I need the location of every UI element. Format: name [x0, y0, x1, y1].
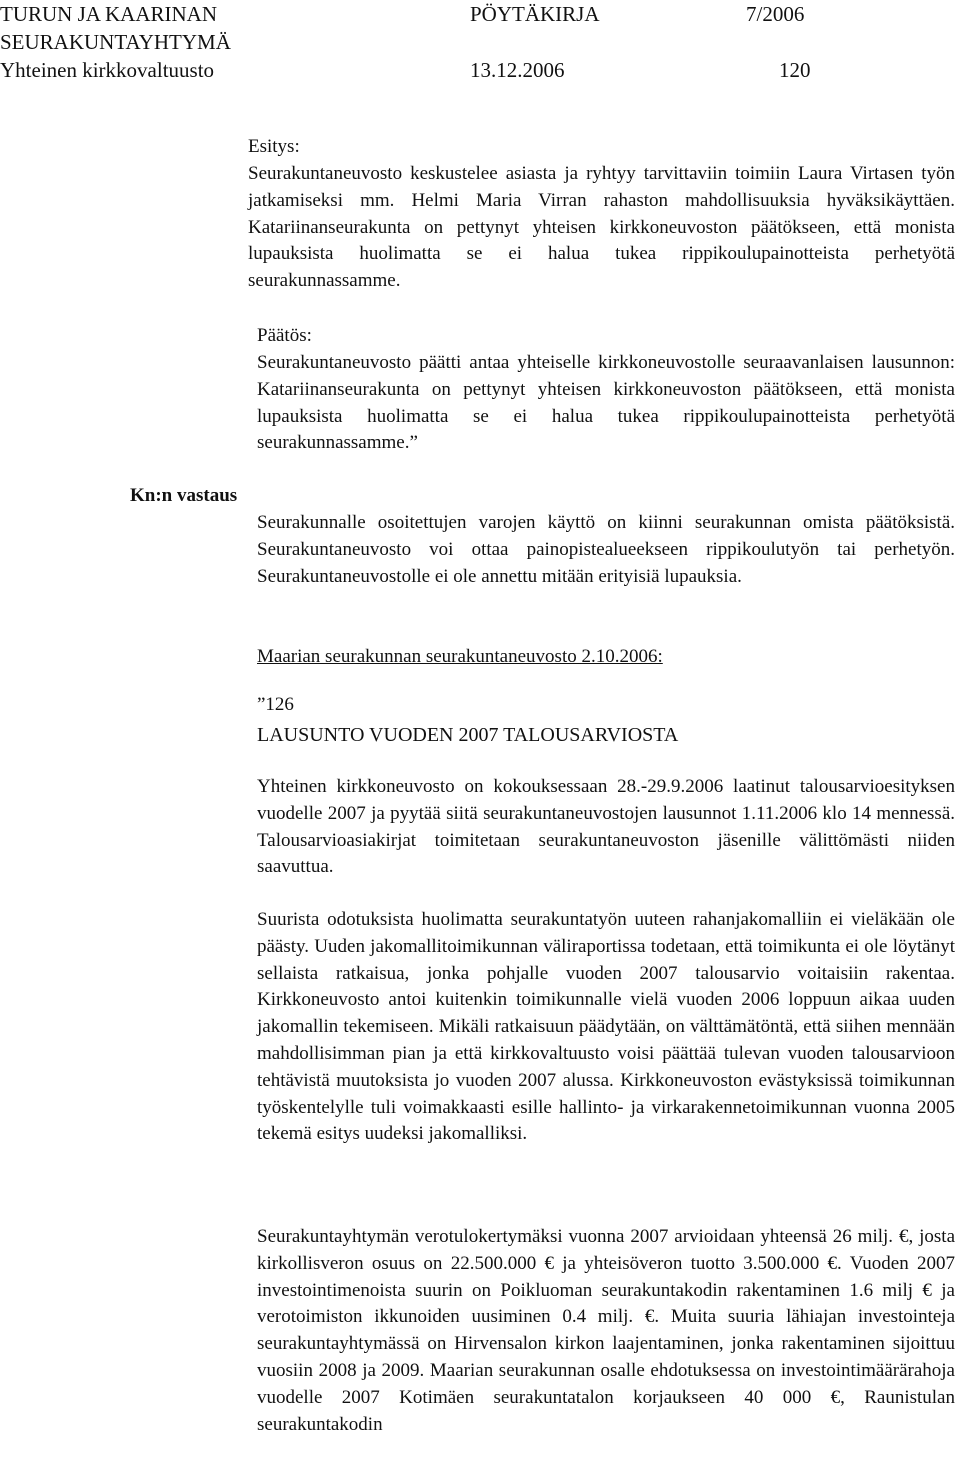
paatos-label: Päätös: — [257, 325, 312, 346]
maaria-heading: Maarian seurakunnan seurakuntaneuvosto 2.10.2006: — [257, 646, 663, 667]
org-name-line1: TURUN JA KAARINAN — [0, 2, 218, 26]
vastaus-text: Seurakunnalle osoitettujen varojen käyttö on kiinni seurakunnan omista päätöksistä. Seurakuntaneuvosto voi ottaa painopistealueekseen rippikoulutyön tai perhetyön. Seurakuntaneuvostolle ei ole annettu mitään erityisiä lupauksia. — [257, 512, 955, 587]
document-type: PÖYTÄKIRJA — [470, 2, 600, 26]
meeting-date: 13.12.2006 — [470, 58, 565, 82]
body-name: Yhteinen kirkkovaltuusto — [0, 58, 215, 82]
maaria-paragraph-3: Seurakuntayhtymän verotulokertymäksi vuonna 2007 arvioidaan yhteensä 26 milj. €, josta kirkollisveron osuus on 22.500.000 € ja yhteisöveron tuotto 3.500.000 €. Vuoden 2007 investointimenoista suurin on Poikluoman seurakuntakodin rakentaminen 1.6 milj € ja verotoimiston ikkunoiden uusiminen 0.4 milj. €. Muita suuria lähiajan investointeja seurakuntayhtymässä on Hirvensalon kirkon laajentaminen, jonka rakentaminen sijoittuu vuosiin 2008 ja 2009. Maarian seurakunnan osalle ehdotuksessa on investointimäärärahoja vuodelle 2007 Kotimäen seurakuntatalon korjaukseen 40 000 €, Raunistulan seurakuntakodin — [257, 1226, 955, 1435]
maaria-paragraph-2: Suurista odotuksista huolimatta seurakuntatyön uuteen rahanjakomalliin ei vieläkään ole päästy. Uuden jakomallitoimikunnan väliraportissa todetaan, että toimikunta ei ole löytänyt sellaista ratkaisua, jonka pohjalle vuoden 2007 talousarvio voitaisiin rakentaa. Kirkkoneuvosto antoi kuitenkin toimikunnalle vielä vuoden 2006 loppuun aikaa uuden jakomallin tekemiseen. Mikäli ratkaisuun päädytään, on välttämätöntä, että siihen mennään mahdollisimman pian ja että kirkkovaltuusto voisi päättää tulevan vuoden talousarvioon tehtävistä muutoksista jo vuoden 2007 alussa. Kirkkoneuvoston evästyksissä toimikunnan työskentelylle tuli voimakkaasti esille hallinto- ja virkarakennetoimikunnan vuonna 2005 tekemä esitys uudeksi jakomalliksi. — [257, 909, 955, 1145]
maaria-paragraph-1: Yhteinen kirkkoneuvosto on kokouksessaan 28.-29.9.2006 laatinut talousarvioesityksen vuodelle 2007 ja pyytää siitä seurakuntaneuvostojen lausunnot 1.11.2006 klo 14 mennessä. Talousarvioasiakirjat toimitetaan seurakuntaneuvoston jäsenille välittömästi niiden saavuttua. — [257, 776, 955, 878]
document-number: 7/2006 — [746, 2, 805, 26]
org-name-line2: SEURAKUNTAYHTYMÄ — [0, 30, 231, 54]
vastaus-label: Kn:n vastaus — [130, 485, 238, 506]
esitys-text: Seurakuntaneuvosto keskustelee asiasta ja ryhtyy tarvittaviin toimiin Laura Virtasen työn jatkamiseksi mm. Helmi Maria Virran rahaston mahdollisuuksia hyväksikäyttäen. Katariinanseurakunta on pettynyt yhteisen kirkkoneuvoston päätökseen, että monista lupauksista huolimatta se ei halua tukea rippikoulupainotteista perhetyötä seurakunnassamme. — [248, 163, 955, 292]
maaria-title: LAUSUNTO VUODEN 2007 TALOUSARVIOSTA — [257, 724, 679, 746]
page-number: 120 — [779, 58, 811, 82]
maaria-quote-number: ”126 — [257, 694, 294, 715]
paatos-text: Seurakuntaneuvosto päätti antaa yhteiselle kirkkoneuvostolle seuraavanlaisen lausunnon: Katariinanseurakunta on pettynyt yhteisen kirkkoneuvoston päätökseen, että monista lupauksista huolimatta se ei halua tukea rippikoulupainotteista perhetyötä seurakunnassamme.” — [257, 352, 955, 454]
esitys-label: Esitys: — [248, 136, 300, 157]
